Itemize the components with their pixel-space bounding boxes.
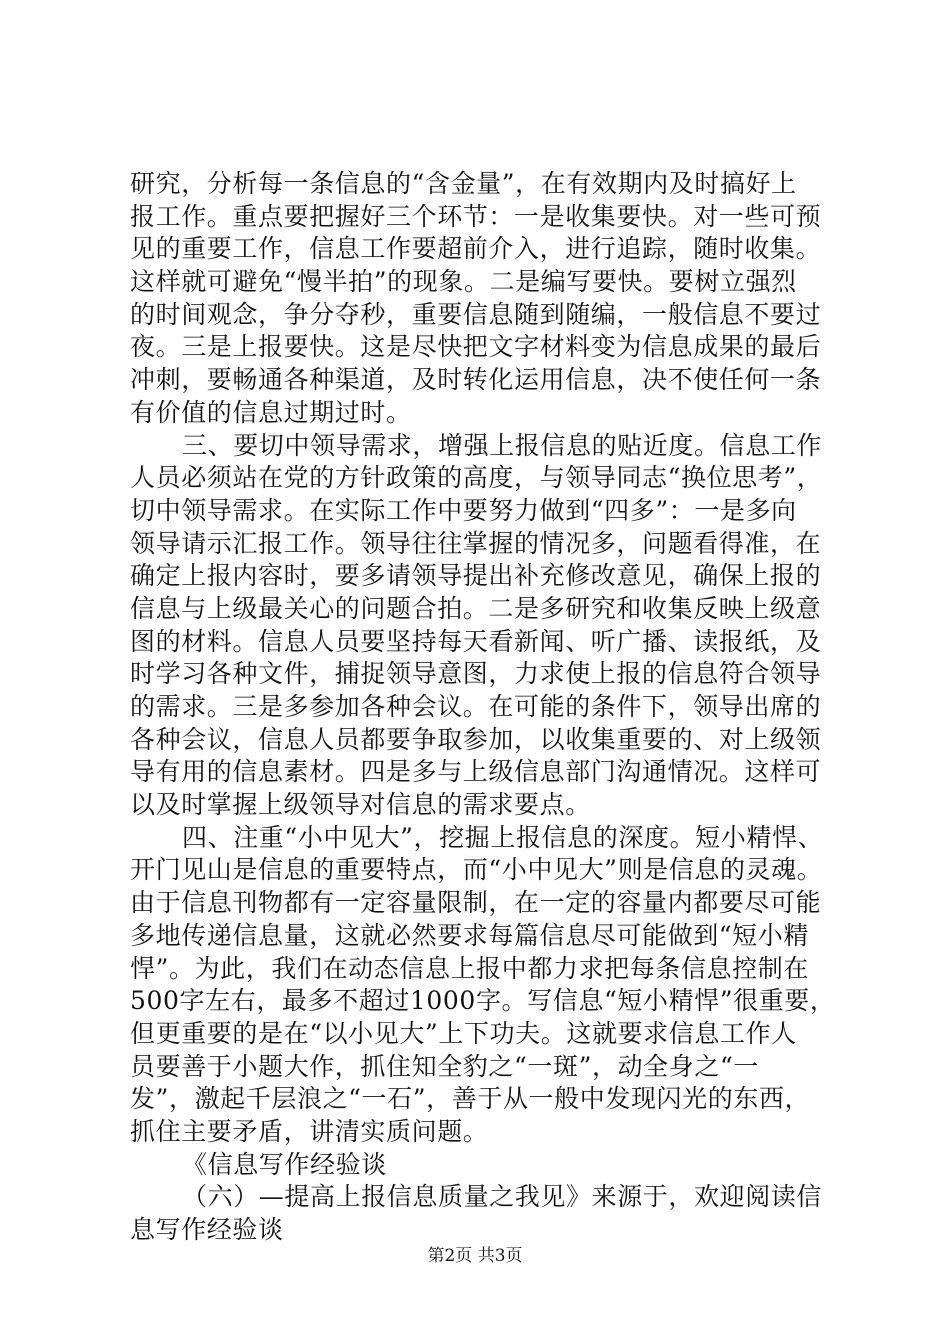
text-line: 抓住主要矛盾，讲清实质问题。 xyxy=(130,1116,489,1146)
paragraph-start-line: 三、要切中领导需求，增强上报信息的贴近度。信息工作 xyxy=(182,430,823,460)
document-body xyxy=(130,168,836,1247)
text-line: 领导请示汇报工作。领导往往掌握的情况多，问题看得准，在 xyxy=(130,528,822,558)
paragraph-start-line: （六）—提高上报信息质量之我见》来源于，欢迎阅读信 xyxy=(182,1182,823,1212)
text-line: 有价值的信息过期过时。 xyxy=(130,397,412,427)
text-line: 确定上报内容时，要多请领导提出补充修改意见，确保上报的 xyxy=(130,561,822,591)
text-line: 员要善于小题大作，抓住知全豹之“一斑”，动全身之“一 xyxy=(130,1051,759,1081)
text-line: 切中领导需求。在实际工作中要努力做到“四多”：一是多向 xyxy=(130,495,797,525)
text-line: 的时间观念，争分夺秒，重要信息随到随编，一般信息不要过 xyxy=(130,299,822,329)
text-line: 开门见山是信息的重要特点，而“小中见大”则是信息的灵魂。 xyxy=(130,855,823,885)
text-line: 多地传递信息量，这就必然要求每篇信息尽可能做到“短小精 xyxy=(130,920,809,950)
text-line: 由于信息刊物都有一定容量限制，在一定的容量内都要尽可能 xyxy=(130,888,822,918)
text-line: 发”，激起千层浪之“一石”，善于从一般中发现闪光的东西， xyxy=(130,1084,811,1114)
paragraph-start-line: 《信息写作经验谈 xyxy=(182,1149,387,1179)
text-line: 图的材料。信息人员要坚持每天看新闻、听广播、读报纸，及 xyxy=(130,626,822,656)
paragraph-start-line: 四、注重“小中见大”，挖掘上报信息的深度。短小精悍、 xyxy=(182,822,824,852)
text-line: 以及时掌握上级领导对信息的需求要点。 xyxy=(130,790,591,820)
text-line: 报工作。重点要把握好三个环节：一是收集要快。对一些可预 xyxy=(130,201,822,231)
text-line: 信息与上级最关心的问题合拍。二是多研究和收集反映上级意 xyxy=(130,593,822,623)
text-line: 时学习各种文件，捕捉领导意图，力求使上报的信息符合领导 xyxy=(130,659,822,689)
text-line: 研究，分析每一条信息的“含金量”，在有效期内及时搞好上 xyxy=(130,169,797,198)
page-number-footer: 第2页 共3页 xyxy=(427,1246,523,1266)
text-line: 500字左右，最多不超过1000字。写信息“短小精悍”很重要， xyxy=(130,986,836,1016)
text-line: 悍”。为此，我们在动态信息上报中都力求把每条信息控制在 xyxy=(130,953,809,983)
text-line: 息写作经验谈 xyxy=(130,1215,284,1244)
text-line: 人员必须站在党的方针政策的高度，与领导同志“换位思考”， xyxy=(130,463,823,493)
text-line: 但更重要的是在“以小见大”上下功夫。这就要求信息工作人 xyxy=(130,1018,797,1048)
text-line: 冲刺，要畅通各种渠道，及时转化运用信息，决不使任何一条 xyxy=(130,365,822,395)
text-line: 导有用的信息素材。四是多与上级信息部门沟通情况。这样可 xyxy=(130,757,822,787)
text-line: 这样就可避免“慢半拍”的现象。二是编写要快。要树立强烈 xyxy=(130,267,797,297)
text-line: 各种会议，信息人员都要争取参加，以收集重要的、对上级领 xyxy=(130,724,822,754)
text-line: 的需求。三是多参加各种会议。在可能的条件下，领导出席的 xyxy=(130,692,822,721)
text-line: 夜。三是上报要快。这是尽快把文字材料变为信息成果的最后 xyxy=(130,332,822,362)
text-line: 见的重要工作，信息工作要超前介入，进行追踪，随时收集。 xyxy=(130,234,822,264)
